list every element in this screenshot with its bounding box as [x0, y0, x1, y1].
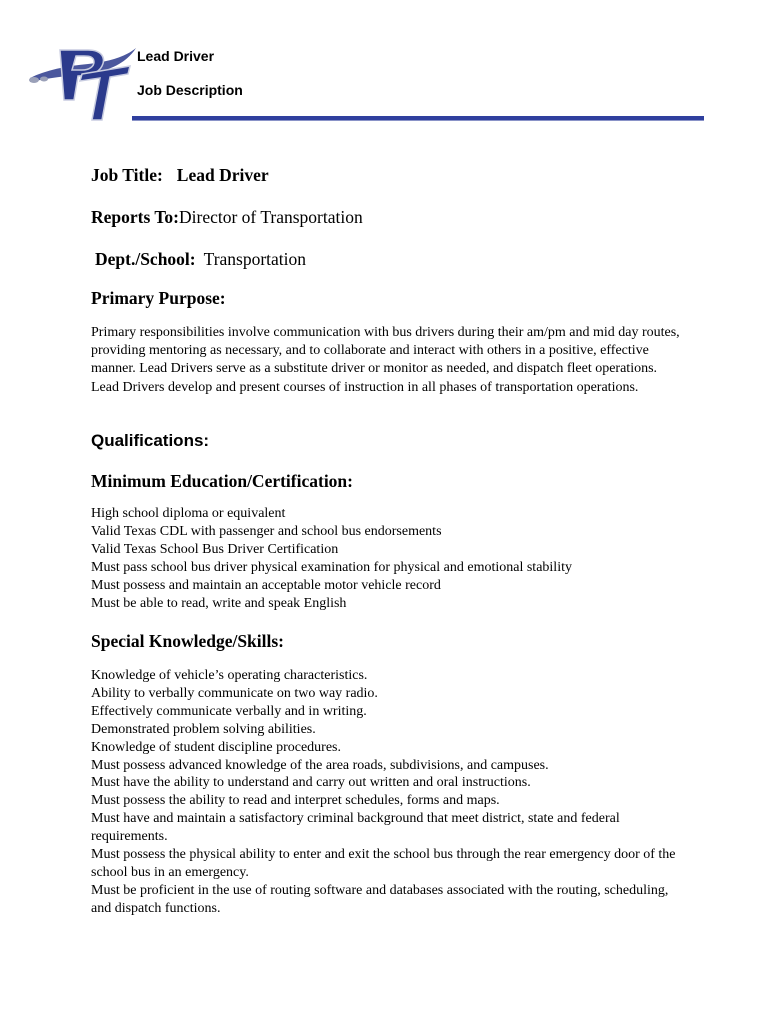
list-item: Ability to verbally communicate on two way radio.	[91, 685, 378, 701]
primary-purpose-text: Primary responsibilities involve communication with bus drivers during their am/pm and mid day routes, providing mentoring as necessary, and to collaborate and interact with others in a positive, effective manner. Lead Drivers serve as a substitute driver or monitor as needed, and dispatch fleet operations. Lead Drivers develop and present courses of instruction in all phases of transportation operations.	[91, 325, 680, 395]
list-item: Must have the ability to understand and carry out written and oral instructions.	[91, 775, 531, 791]
skills-list	[91, 667, 681, 918]
education-heading: Minimum Education/Certification:	[91, 471, 353, 491]
primary-purpose-heading: Primary Purpose:	[91, 288, 226, 308]
list-item: Must possess advanced knowledge of the area roads, subdivisions, and campuses.	[91, 757, 549, 773]
list-item: Must have and maintain a satisfactory criminal background that meet district, state and federal requirements.	[91, 811, 620, 845]
list-item: Valid Texas School Bus Driver Certification	[91, 541, 339, 557]
reports-to-value: Director of Transportation	[179, 207, 363, 227]
education-list	[91, 505, 572, 612]
header-subtitle: Job Description	[137, 82, 243, 98]
list-item: High school diploma or equivalent	[91, 506, 286, 521]
list-item: Knowledge of student discipline procedures.	[91, 739, 341, 755]
header-title: Lead Driver	[137, 48, 215, 64]
pt-logo	[26, 44, 138, 122]
header-rule	[132, 116, 704, 121]
job-title-line	[91, 164, 269, 186]
reports-to-label: Reports To:	[91, 207, 179, 227]
list-item: Must possess the physical ability to enter and exit the school bus through the rear emergency door of the school bus in an emergency.	[91, 847, 676, 880]
job-title-label: Job Title:	[91, 165, 163, 185]
qualifications-heading: Qualifications:	[91, 431, 210, 450]
list-item: Must possess and maintain an acceptable motor vehicle record	[91, 577, 441, 593]
list-item: Must be proficient in the use of routing software and databases associated with the routing, scheduling, and dispatch functions.	[91, 882, 669, 916]
dept-school-value: Transportation	[203, 249, 307, 269]
dept-school-label: Dept./School:	[95, 249, 196, 269]
list-item: Must be able to read, write and speak English	[91, 595, 347, 611]
list-item: Must pass school bus driver physical examination for physical and emotional stability	[91, 559, 572, 575]
list-item: Valid Texas CDL with passenger and school bus endorsements	[91, 523, 442, 539]
reports-to-line	[91, 206, 363, 228]
list-item: Demonstrated problem solving abilities.	[91, 721, 316, 737]
list-item: Effectively communicate verbally and in writing.	[91, 703, 367, 719]
list-item: Must possess the ability to read and interpret schedules, forms and maps.	[91, 793, 500, 809]
list-item: Knowledge of vehicle’s operating characteristics.	[91, 668, 368, 683]
dept-school-line	[95, 248, 306, 270]
job-title-value: Lead Driver	[176, 165, 269, 185]
skills-heading: Special Knowledge/Skills:	[91, 631, 285, 651]
